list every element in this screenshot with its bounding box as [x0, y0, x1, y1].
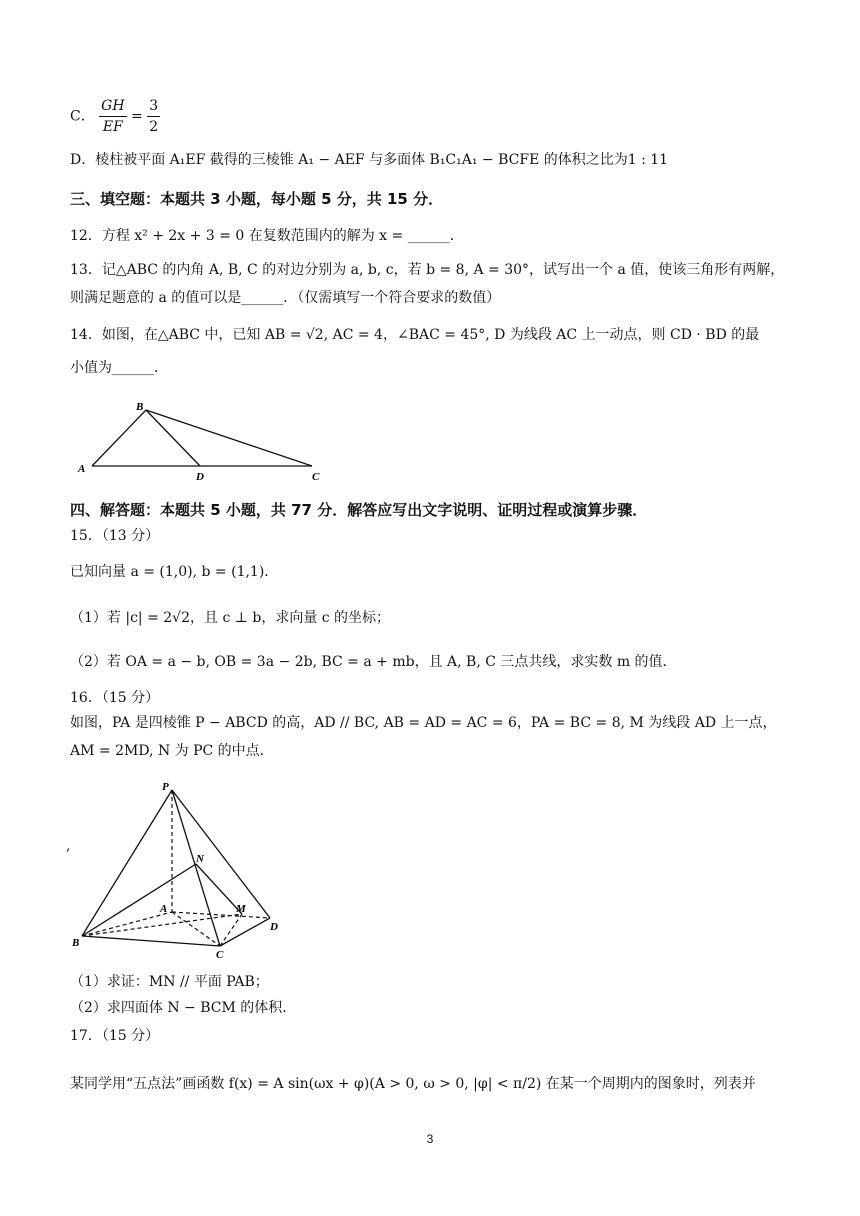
section-3-title: 三、填空题：本题共 3 小题，每小题 5 分，共 15 分． — [70, 190, 444, 208]
label-a: A — [160, 903, 168, 915]
question-13-line1: 13．记△ABC 的内角 A, B, C 的对边分别为 a, b, c，若 b = 8, A = 30°，试写出一个 a 值，使该三角形有两解， — [70, 262, 785, 278]
question-16-part2: （2）求四面体 N − BCM 的体积． — [70, 1000, 297, 1016]
question-14-line1: 14．如图，在△ABC 中，已知 AB = √2, AC = 4，∠BAC = 45°, D 为线段 AC 上一动点，则 CD · BD 的最 — [70, 327, 760, 343]
equals-sign: = — [131, 108, 143, 125]
question-14-line2: 小值为______． — [70, 360, 168, 376]
question-12: 12．方程 x² + 2x + 3 = 0 在复数范围内的解为 x = ______． — [70, 228, 464, 244]
fraction-three-halves — [147, 96, 160, 137]
frac-denominator: EF — [102, 119, 123, 135]
question-15-given: 已知向量 a = (1,0), b = (1,1)． — [70, 564, 279, 580]
label-d: D — [270, 921, 278, 933]
stray-comma: , — [66, 838, 71, 854]
question-17-line1: 某同学用“五点法”画函数 f(x) = A sin(ωx + φ)(A > 0, ω > 0, |φ| < π/2) 在某一个周期内的图象时，列表并 — [70, 1076, 756, 1092]
label-c: C — [216, 949, 224, 961]
label-c: C — [312, 471, 320, 483]
pyramid-pabcd-figure — [70, 776, 290, 962]
label-a: A — [78, 463, 86, 475]
fraction-gh-ef — [99, 96, 126, 137]
question-13-line2: 则满足题意的 a 的值可以是______．（仅需填写一个符合要求的数值） — [70, 290, 501, 306]
question-15-head: 15．（13 分） — [70, 528, 160, 544]
frac-numerator: 3 — [147, 96, 160, 117]
label-p: P — [162, 781, 169, 793]
question-16-line2: AM = 2MD, N 为 PC 的中点． — [70, 743, 274, 759]
label-d: D — [196, 471, 204, 483]
page-number: 3 — [426, 1132, 434, 1146]
frac-denominator: 2 — [149, 119, 159, 135]
frac-numerator: GH — [99, 96, 126, 117]
question-16-part1: （1）求证：MN // 平面 PAB； — [70, 974, 269, 990]
question-16-line1: 如图，PA 是四棱锥 P − ABCD 的高，AD // BC, AB = AD = AC = 6，PA = BC = 8, M 为线段 AD 上一点， — [70, 715, 777, 731]
label-n: N — [196, 853, 204, 865]
question-15-part2: （2）若 OA = a − b, OB = 3a − 2b, BC = a + mb，且 A, B, C 三点共线，求实数 m 的值． — [70, 654, 677, 670]
section-4-title: 四、解答题：本题共 5 小题，共 77 分．解答应写出文字说明、证明过程或演算步骤． — [70, 501, 648, 519]
question-16-head: 16．（15 分） — [70, 690, 160, 706]
question-15-part1: （1）若 |c| = 2√2，且 c ⊥ b，求向量 c 的坐标； — [70, 610, 391, 626]
q11-option-d: D．棱柱被平面 A₁EF 截得的三棱锥 A₁ − AEF 与多面体 B₁C₁A₁ − BCFE 的体积之比为1 : 11 — [70, 152, 669, 168]
label-b: B — [72, 937, 80, 949]
question-17-head: 17．（15 分） — [70, 1028, 160, 1044]
triangle-abc-figure — [70, 398, 340, 488]
option-label: C． — [70, 108, 95, 125]
q11-option-c — [70, 96, 160, 137]
label-b: B — [136, 401, 144, 413]
label-m: M — [236, 903, 246, 915]
